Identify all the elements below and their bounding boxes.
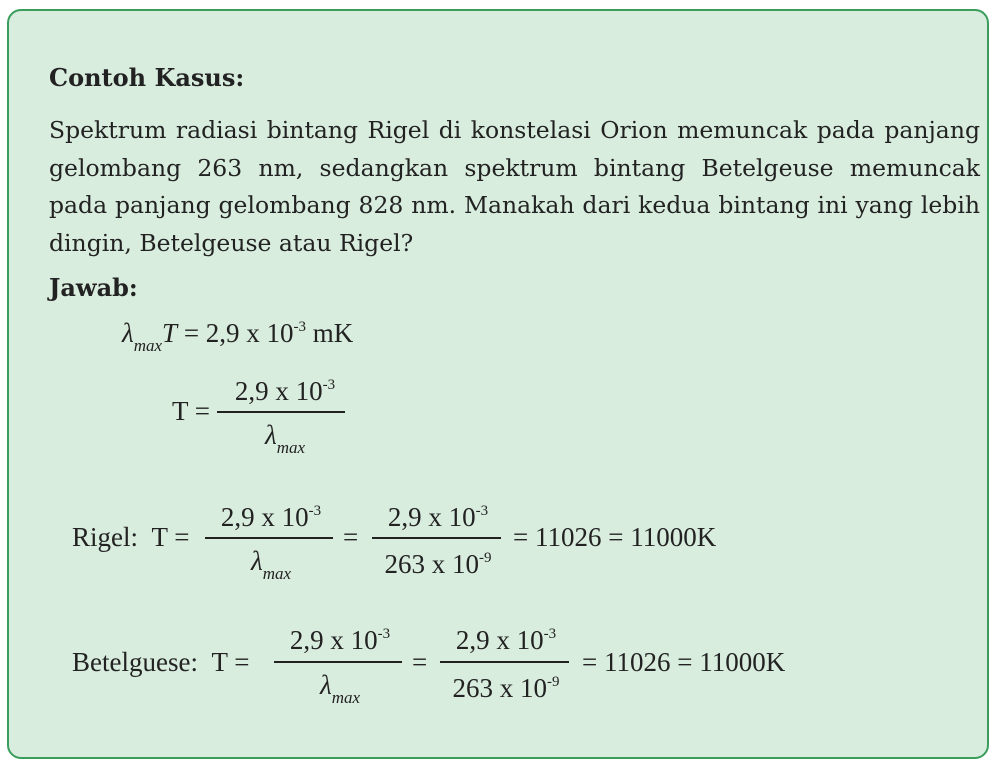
wien-law-equation (122, 318, 354, 355)
fraction-numerator: 2,9 x $10^{-3}$ (234, 376, 336, 406)
question-text (49, 112, 980, 262)
equals-sign: = (194, 396, 210, 426)
fraction-bar (217, 411, 345, 413)
question-line: Spektrum radiasi bintang Rigel di konstelasi Orion memuncak pada (49, 116, 875, 144)
equals-sign: = (183, 318, 200, 348)
rigel-label: Rigel: T = (72, 522, 190, 552)
fraction-denominator: $\lambda_{max}$ (250, 546, 292, 583)
lambda-symbol: λ (122, 318, 134, 348)
max-subscript: max (133, 336, 163, 355)
fraction-bar (274, 661, 402, 663)
fraction-denominator: 263 x $10^{-9}$ (384, 549, 492, 579)
fraction-numerator: 2,9 x $10^{-3}$ (220, 502, 322, 532)
constant-exponent: -3 (293, 319, 307, 335)
fraction-bar (205, 537, 333, 539)
example-title: Contoh Kasus: (49, 63, 245, 92)
question-line: memuncak pada panjang gelombang 828 nm. Manakah dari kedua (49, 153, 980, 219)
example-box (7, 9, 989, 759)
temperature-formula-lhs (172, 396, 210, 427)
fraction-denominator: $\lambda_{max}$ (264, 420, 306, 457)
equals-sign: = (343, 522, 359, 552)
fraction-numerator: 2,9 x $10^{-3}$ (387, 502, 489, 532)
question-line: panjang gelombang 263 nm, sedangkan spektrum bintang Betelgeuse (49, 116, 980, 182)
betelguese-result: = 11026 = 11000K (582, 647, 786, 677)
fraction-numerator: 2,9 x $10^{-3}$ (289, 625, 391, 655)
unit-mk: mK (312, 318, 354, 348)
equals-sign: = (412, 647, 428, 677)
fraction-bar (372, 537, 501, 539)
rigel-result: = 11026 = 11000K (513, 522, 717, 552)
temperature-symbol: T (162, 318, 178, 348)
fraction-denominator: $\lambda_{max}$ (319, 670, 361, 707)
betelguese-label: Betelguese: T = (72, 647, 250, 677)
fraction-bar (440, 661, 569, 663)
fraction-denominator: 263 x $10^{-9}$ (452, 673, 560, 703)
temperature-symbol: T (172, 396, 189, 426)
fraction-numerator: 2,9 x $10^{-3}$ (455, 625, 557, 655)
question-line: bintang ini yang lebih dingin, Betelgeuse atau Rigel? (49, 191, 980, 257)
constant-base: 2,9 x 10 (205, 318, 294, 348)
answer-label: Jawab: (49, 273, 138, 302)
